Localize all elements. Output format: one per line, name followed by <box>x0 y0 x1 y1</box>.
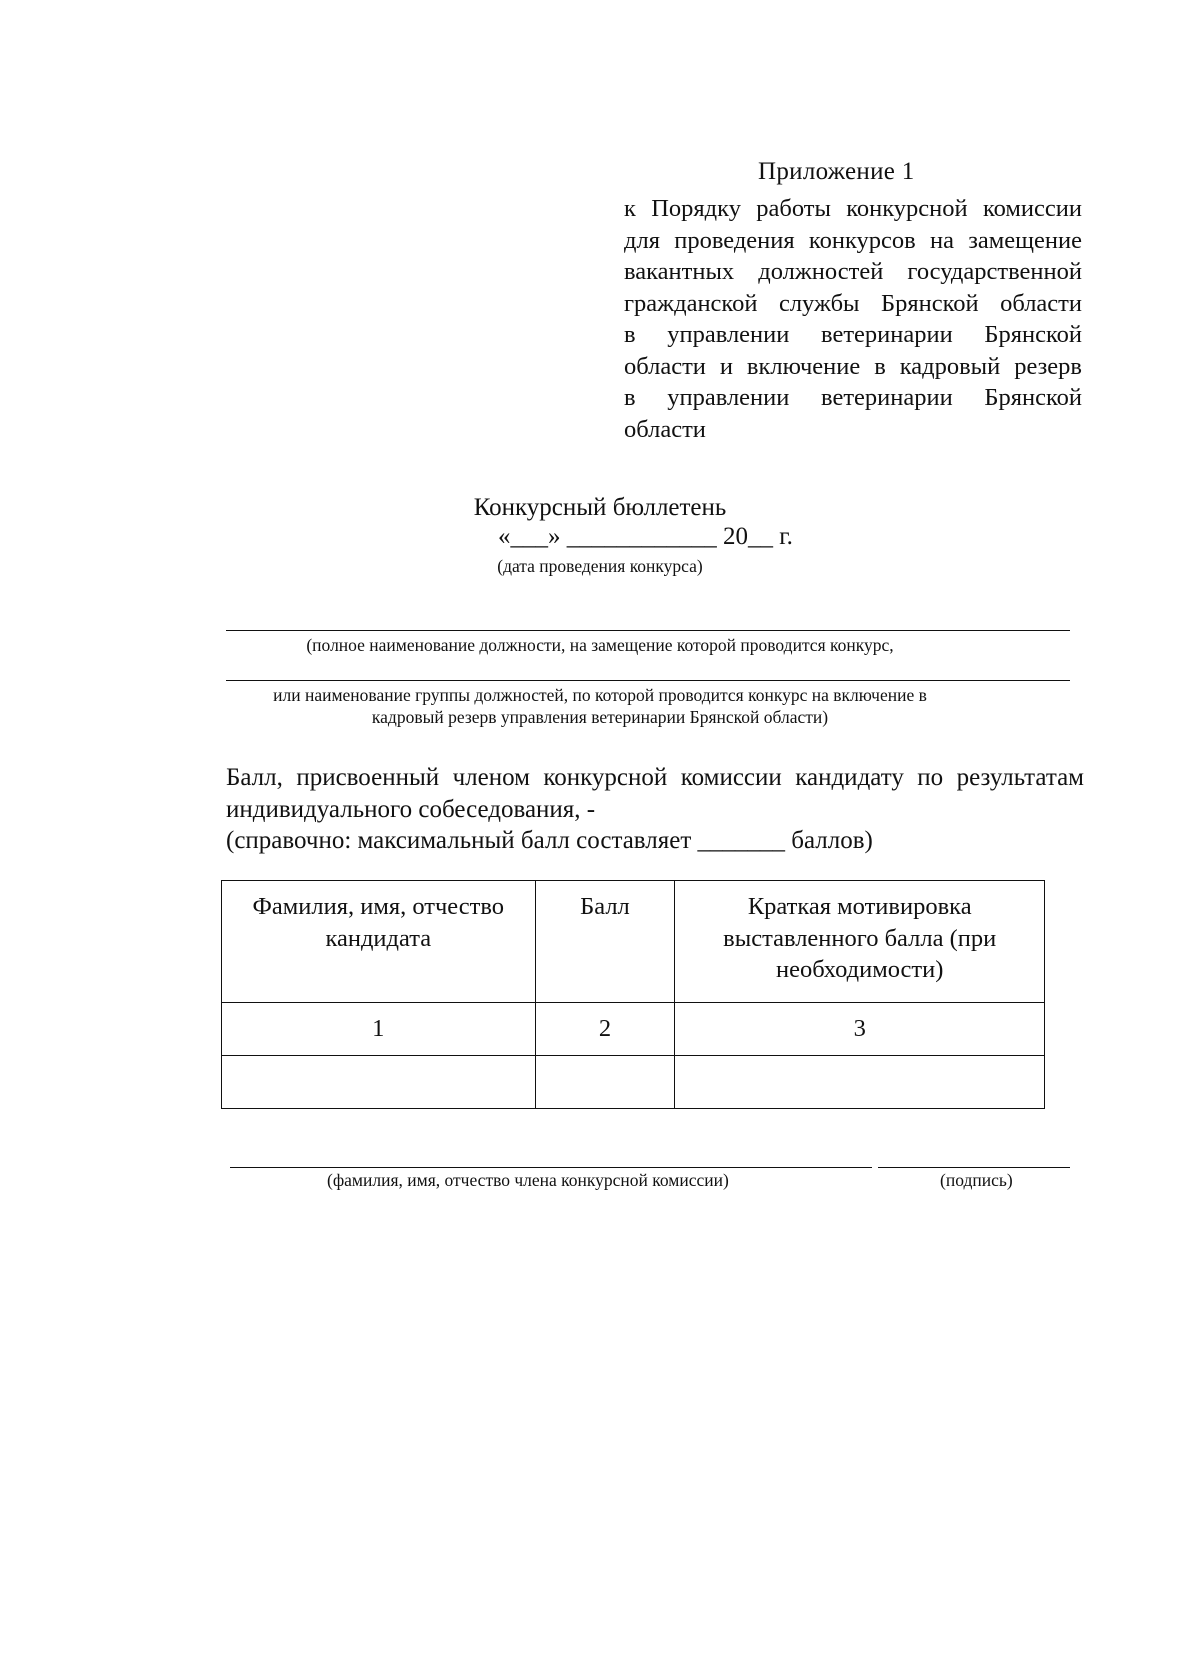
score-paragraph <box>226 762 1084 857</box>
position-hint-3: кадровый резерв управления ветеринарии Брянской области) <box>371 707 829 727</box>
appendix-line: в управлении ветеринарии Брянской <box>624 321 1082 348</box>
column-number: 3 <box>675 1003 1045 1056</box>
signature-line[interactable] <box>878 1167 1070 1168</box>
appendix-line: гражданской службы Брянской области <box>624 289 1082 317</box>
score-cell[interactable] <box>535 1056 675 1109</box>
header-candidate-name: Фамилия, имя, отчество кандидата <box>222 881 536 1003</box>
score-line-2: индивидуального собеседования, - <box>226 795 596 823</box>
header-score: Балл <box>535 881 675 1003</box>
appendix-line: вакантных должностей государственной <box>624 258 1082 285</box>
appendix-line: области и включение в кадровый резерв <box>624 352 1082 380</box>
score-table <box>221 880 1045 1109</box>
appendix-reference <box>624 193 1082 445</box>
ballot-title: Конкурсный бюллетень <box>473 494 727 521</box>
position-hint-1: (полное наименование должности, на замещение которой проводится конкурс, <box>306 635 894 655</box>
ballot-date-hint: (дата проведения конкурса) <box>497 556 703 576</box>
appendix-line: для проведения конкурсов на замещение <box>624 226 1082 254</box>
position-hint-2: или наименование группы должностей, по которой проводится конкурс на включение в <box>273 685 927 705</box>
appendix-line: к Порядку работы конкурсной комиссии <box>624 195 1082 222</box>
table-header-row <box>222 881 1045 1003</box>
candidate-name-cell[interactable] <box>222 1056 536 1109</box>
score-line-3: (справочно: максимальный балл составляет _______ баллов) <box>226 827 873 854</box>
motivation-cell[interactable] <box>675 1056 1045 1109</box>
member-name-hint: (фамилия, имя, отчество члена конкурсной комиссии) <box>327 1170 729 1190</box>
appendix-title: Приложение 1 <box>758 158 915 185</box>
column-number: 1 <box>222 1003 536 1056</box>
header-motivation: Краткая мотивировка выставленного балла (при необходимости) <box>675 881 1045 1003</box>
table-number-row <box>222 1003 1045 1056</box>
appendix-line: области <box>624 415 706 443</box>
column-number: 2 <box>535 1003 675 1056</box>
appendix-line: в управлении ветеринарии Брянской <box>624 384 1082 411</box>
table-row[interactable] <box>222 1056 1045 1109</box>
score-line-1: Балл, присвоенный членом конкурсной комиссии кандидату по результатам <box>226 764 1084 791</box>
position-group-line[interactable] <box>226 680 1070 681</box>
signature-hint: (подпись) <box>940 1170 1013 1190</box>
member-name-line[interactable] <box>230 1167 872 1168</box>
position-name-line[interactable] <box>226 630 1070 631</box>
ballot-date-field[interactable]: «___» ____________ 20__ г. <box>498 523 793 550</box>
